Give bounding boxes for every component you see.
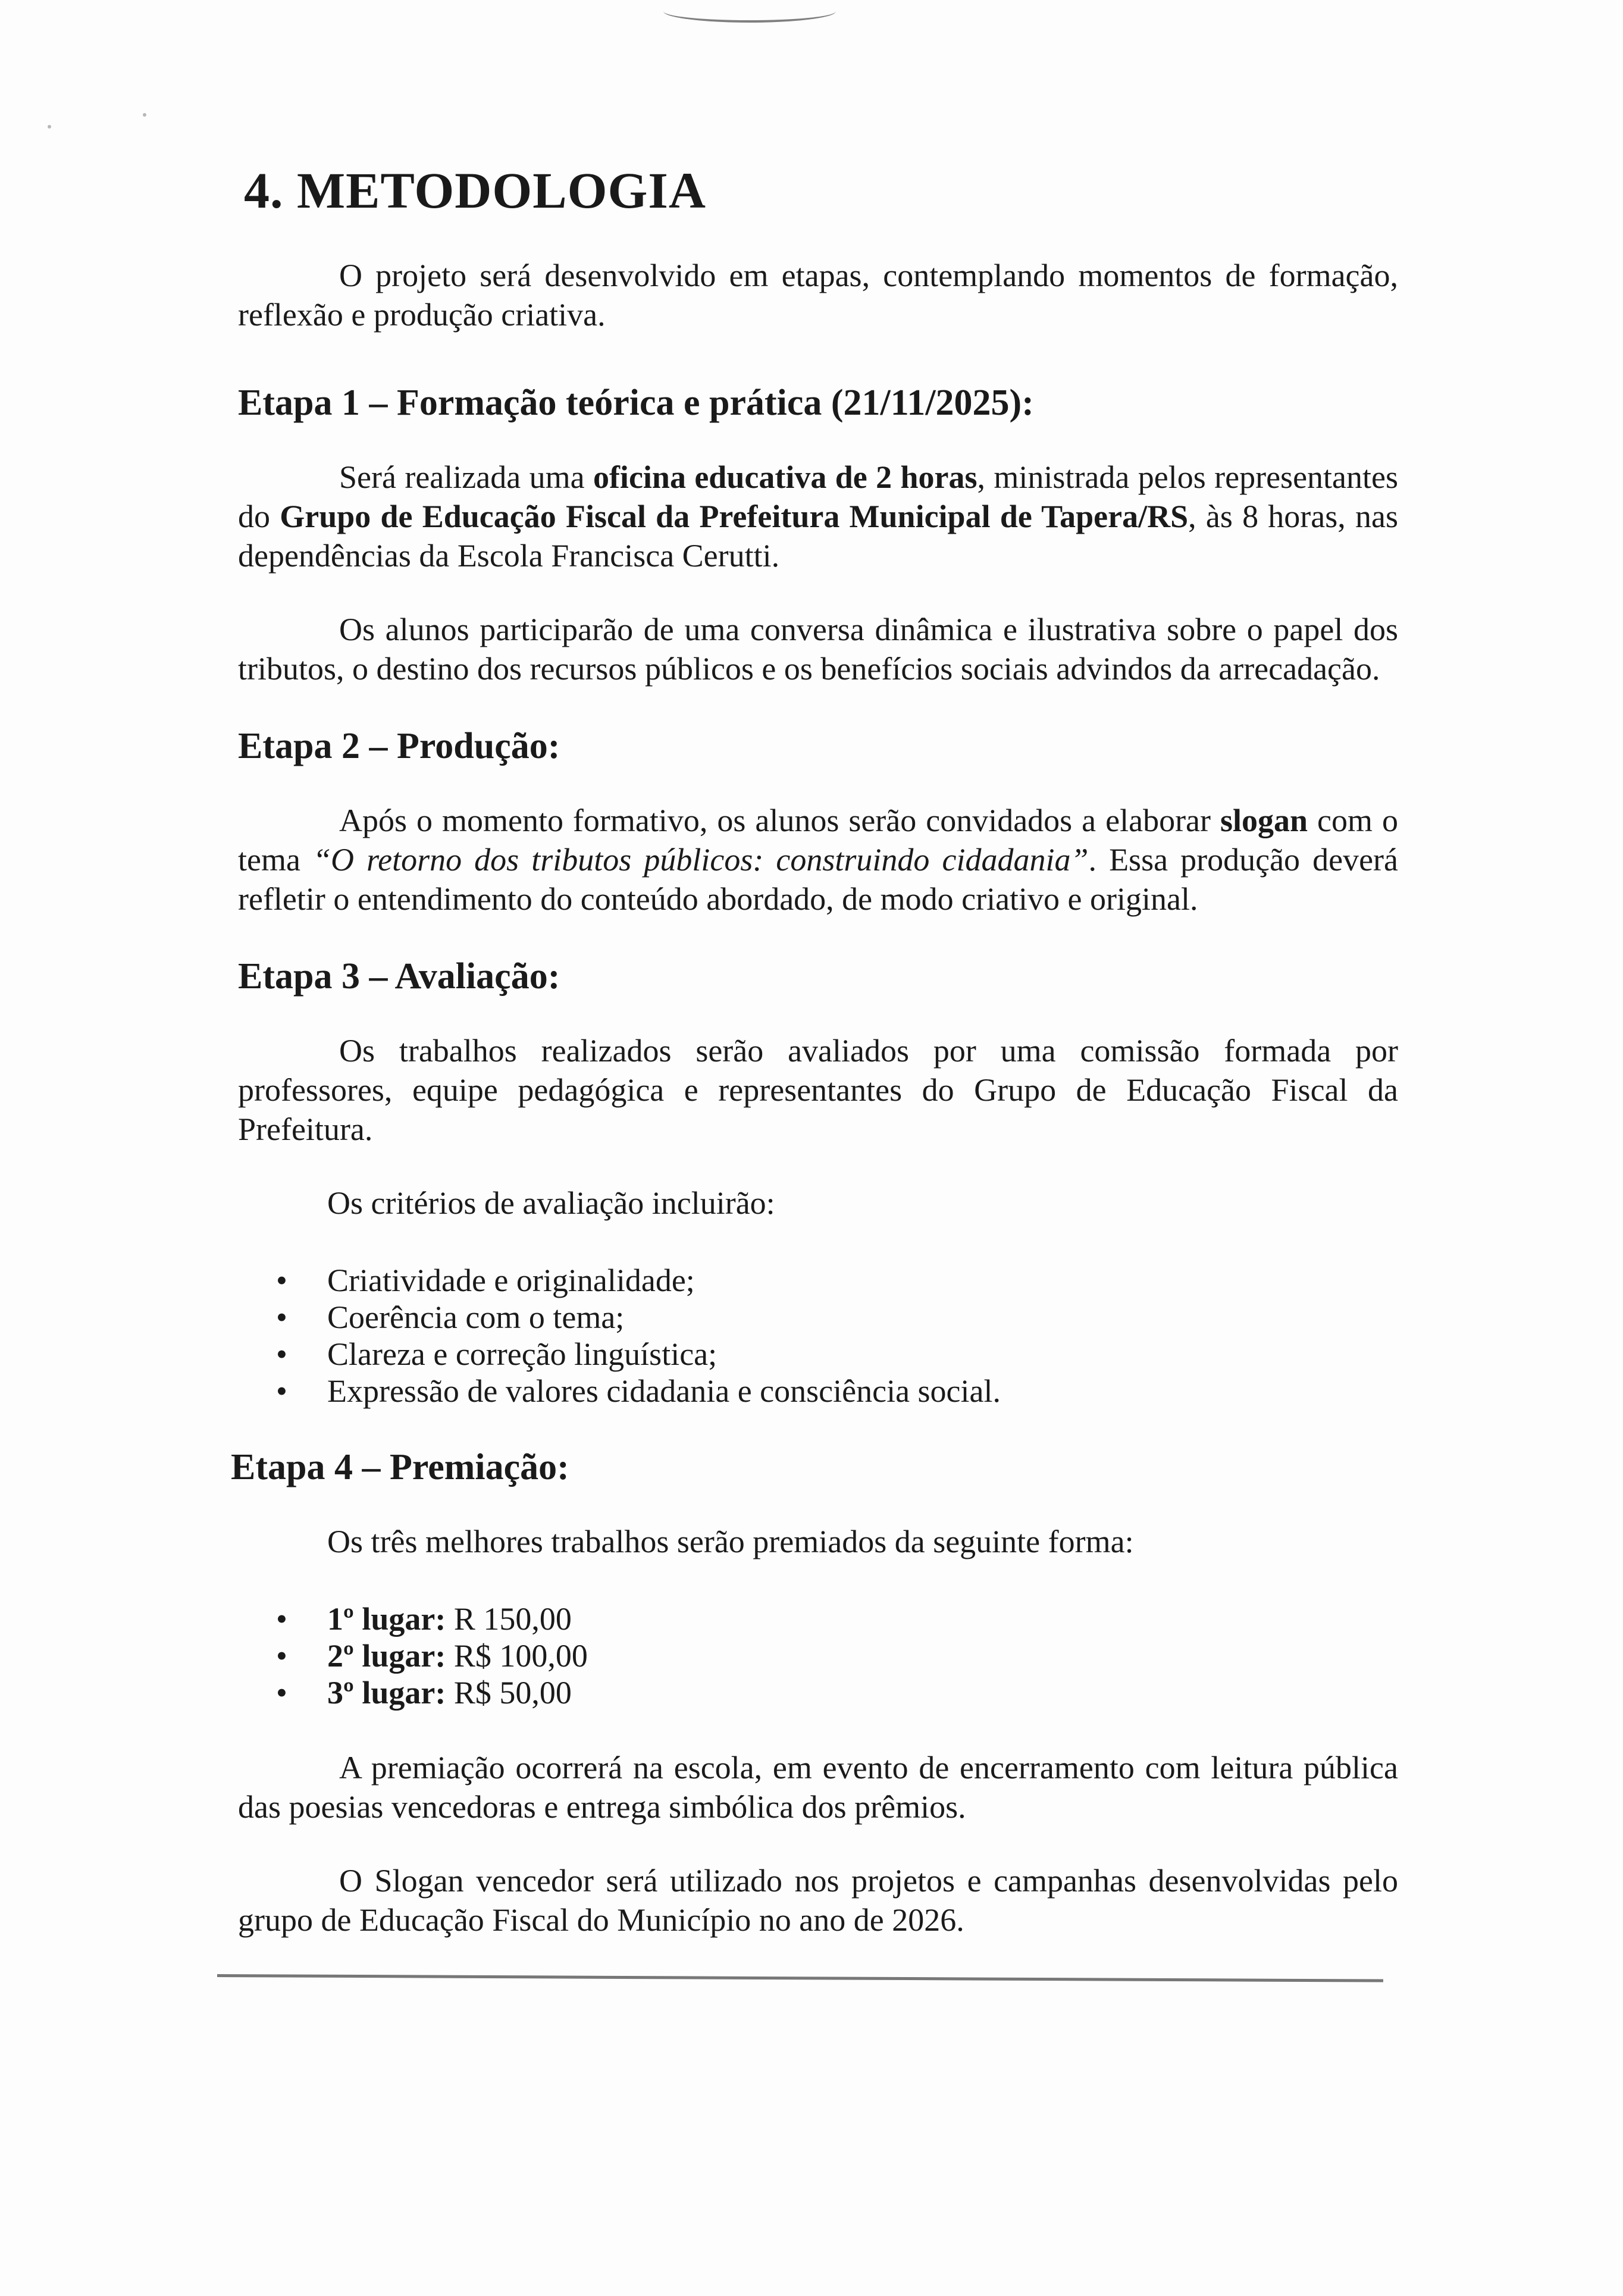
- slogan-usage-paragraph: O Slogan vencedor será utilizado nos projetos e campanhas desenvolvidas pelo grupo de Educação Fiscal do Município no ano de 2026.: [238, 1863, 1398, 1938]
- list-item: [238, 1674, 1398, 1711]
- prize-value: R 150,00: [453, 1601, 572, 1637]
- scan-artifact-dot: [143, 113, 146, 117]
- list-item: • Expressão de valores cidadania e consciência social.: [238, 1373, 1398, 1409]
- list-item: [238, 1637, 1398, 1674]
- step-2-title: Etapa 2 – Produção:: [238, 726, 560, 766]
- document-body: [231, 161, 1398, 1940]
- step-1-title: Etapa 1 – Formação teórica e prática (21/11/2025):: [238, 383, 1034, 423]
- award-paragraph: A premiação ocorrerá na escola, em evento de encerramento com leitura pública das poesias vencedoras e entrega simbólica dos prêmios.: [238, 1750, 1398, 1825]
- group-highlight: Grupo de Educação Fiscal da Prefeitura Municipal de Tapera/RS: [280, 499, 1189, 534]
- scan-artifact-mark: [663, 0, 836, 23]
- step-4-title: Etapa 4 – Premiação:: [231, 1447, 569, 1487]
- text-run: , às 8 horas, nas dependências da Escola Francisca Cerutti.: [238, 499, 1398, 574]
- step-1-paragraph-2: Os alunos participarão de uma conversa dinâmica e ilustrativa sobre o papel dos tributos, o destino dos recursos públicos e os benefícios sociais advindos da arrecadação.: [238, 612, 1398, 687]
- step-1-paragraph-1: [238, 458, 1398, 575]
- step-3-paragraph: Os trabalhos realizados serão avaliados por uma comissão formada por professores, equipe pedagógica e representantes do Grupo de Educação Fiscal da Prefeitura.: [238, 1033, 1398, 1147]
- scan-artifact-dot: [48, 125, 51, 129]
- prize-place: 2º lugar:: [327, 1638, 446, 1674]
- prizes-list: [238, 1600, 1398, 1711]
- list-item: [238, 1600, 1398, 1637]
- intro-paragraph: O projeto será desenvolvido em etapas, contemplando momentos de formação, reflexão e produção criativa.: [238, 258, 1398, 333]
- prize-place: 1º lugar:: [327, 1601, 446, 1637]
- slogan-highlight: slogan: [1220, 803, 1308, 838]
- criteria-list: [238, 1262, 1398, 1409]
- step-2-paragraph: [238, 801, 1398, 919]
- prize-place: 3º lugar:: [327, 1675, 446, 1711]
- list-item: • Clareza e correção linguística;: [238, 1336, 1398, 1373]
- list-item: • Criatividade e originalidade;: [238, 1262, 1398, 1299]
- theme-quote: “O retorno dos tributos públicos: construindo cidadania”: [313, 842, 1089, 878]
- text-run: Após o momento formativo, os alunos serão convidados a elaborar: [339, 803, 1220, 838]
- prize-value: R$ 50,00: [453, 1675, 572, 1711]
- prizes-lead: Os três melhores trabalhos serão premiados da seguinte forma:: [327, 1524, 1134, 1559]
- text-run: Será realizada uma: [339, 459, 593, 495]
- list-item: • Coerência com o tema;: [238, 1299, 1398, 1336]
- text-run: com o tema: [238, 803, 1398, 878]
- step-3-title: Etapa 3 – Avaliação:: [238, 956, 560, 997]
- section-heading: 4. METODOLOGIA: [244, 162, 706, 219]
- criteria-lead: Os critérios de avaliação incluirão:: [327, 1185, 775, 1221]
- workshop-highlight: oficina educativa de 2 horas: [593, 459, 977, 495]
- horizontal-divider: [217, 1974, 1383, 1982]
- prize-value: R$ 100,00: [453, 1638, 588, 1674]
- text-run: . Essa produção deverá refletir o entendimento do conteúdo abordado, de modo criativo e original.: [238, 842, 1398, 917]
- text-run: , ministrada pelos representantes do: [238, 459, 1398, 534]
